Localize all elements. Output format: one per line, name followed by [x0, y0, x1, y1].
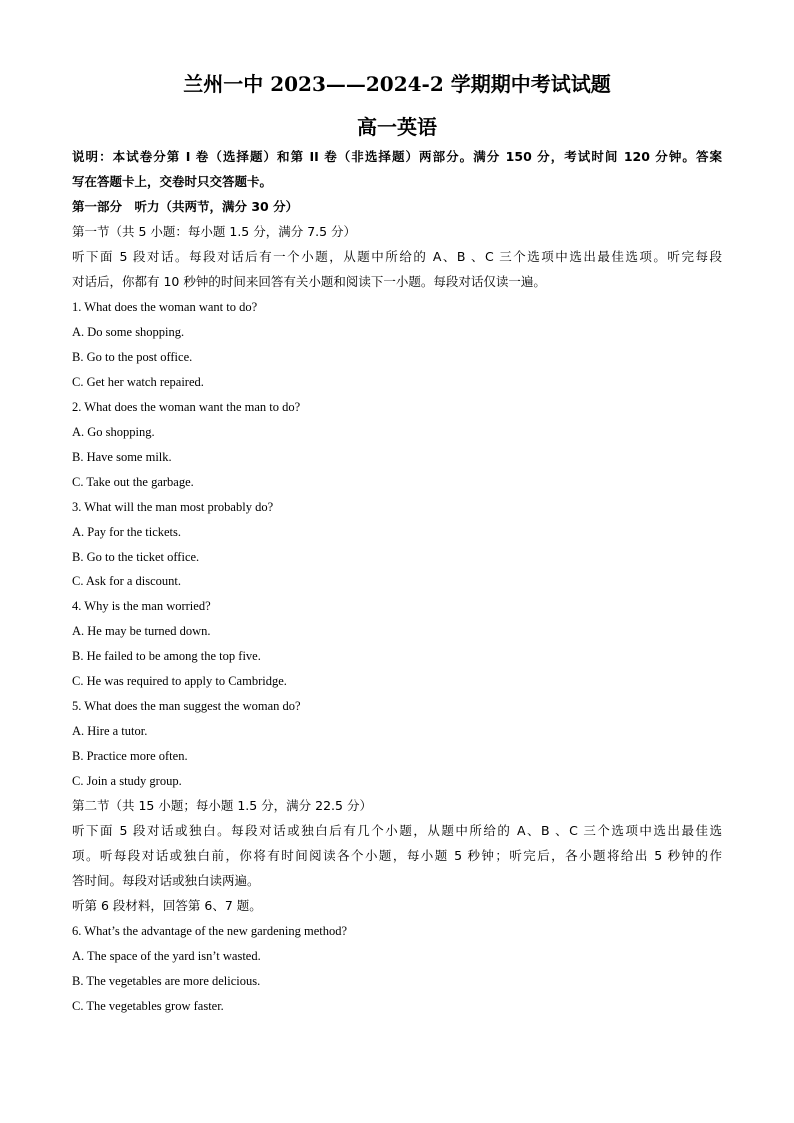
- question-3-option-c: C. Ask for a discount.: [72, 574, 182, 588]
- question-6-option-b: B. The vegetables are more delicious.: [72, 974, 261, 988]
- section2-directions-line-2: 项。听每段对话或独白前，你将有时间阅读各个小题，每小题 5 秒钟；听完后，各小题将给出 5 秒钟的作: [72, 848, 722, 863]
- section2-heading: 第二节（共 15 小题；每小题 1.5 分，满分 22.5 分）: [72, 798, 372, 813]
- question-3-option-a: A. Pay for the tickets.: [72, 525, 182, 539]
- question-5-option-a: A. Hire a tutor.: [72, 724, 148, 738]
- question-2-option-b: B. Have some milk.: [72, 450, 172, 464]
- question-1-option-b: B. Go to the post office.: [72, 350, 193, 364]
- section1-heading: 第一节（共 5 小题：每小题 1.5 分，满分 7.5 分）: [72, 224, 357, 239]
- section2-directions-line-1: 听下面 5 段对话或独白。每段对话或独白后有几个小题，从题中所给的 A、B 、C 三个选项中选出最佳选: [72, 823, 722, 838]
- question-5-option-c: C. Join a study group.: [72, 774, 182, 788]
- question-2: 2. What does the woman want the man to do?: [72, 400, 301, 414]
- question-4: 4. Why is the man worried?: [72, 599, 211, 613]
- part1-heading: 第一部分 听力（共两节，满分 30 分）: [72, 199, 299, 214]
- section2-directions-line-3: 答时间。每段对话或独白读两遍。: [72, 873, 260, 888]
- question-6-option-c: C. The vegetables grow faster.: [72, 999, 224, 1013]
- instructions-line-2: 写在答题卡上，交卷时只交答题卡。: [72, 174, 273, 189]
- question-3-option-b: B. Go to the ticket office.: [72, 550, 200, 564]
- material-6-instruction: 听第 6 段材料，回答第 6、7 题。: [72, 898, 262, 913]
- question-4-option-c: C. He was required to apply to Cambridge.: [72, 674, 287, 688]
- question-4-option-a: A. He may be turned down.: [72, 624, 211, 638]
- section1-directions-line-1: 听下面 5 段对话。每段对话后有一个小题，从题中所给的 A、B 、C 三个选项中选出最佳选项。听完每段: [72, 249, 722, 264]
- instructions-line-1: 说明：本试卷分第 I 卷（选择题）和第 II 卷（非选择题）两部分。满分 150 分，考试时间 120 分钟。答案: [72, 149, 722, 164]
- question-2-option-a: A. Go shopping.: [72, 425, 155, 439]
- question-1-option-c: C. Get her watch repaired.: [72, 375, 204, 389]
- question-6-option-a: A. The space of the yard isn’t wasted.: [72, 949, 261, 963]
- question-1: 1. What does the woman want to do?: [72, 300, 258, 314]
- question-5: 5. What does the man suggest the woman do?: [72, 699, 301, 713]
- question-6: 6. What’s the advantage of the new gardening method?: [72, 924, 348, 938]
- question-5-option-b: B. Practice more often.: [72, 749, 188, 763]
- exam-title: 兰州一中 2023——2024-2 学期期中考试试题: [183, 72, 611, 96]
- question-4-option-b: B. He failed to be among the top five.: [72, 649, 261, 663]
- question-1-option-a: A. Do some shopping.: [72, 325, 185, 339]
- question-3: 3. What will the man most probably do?: [72, 500, 274, 514]
- exam-subtitle: 高一英语: [357, 115, 437, 139]
- section1-directions-line-2: 对话后，你都有 10 秒钟的时间来回答有关小题和阅读下一小题。每段对话仅读一遍。: [72, 274, 546, 289]
- question-2-option-c: C. Take out the garbage.: [72, 475, 194, 489]
